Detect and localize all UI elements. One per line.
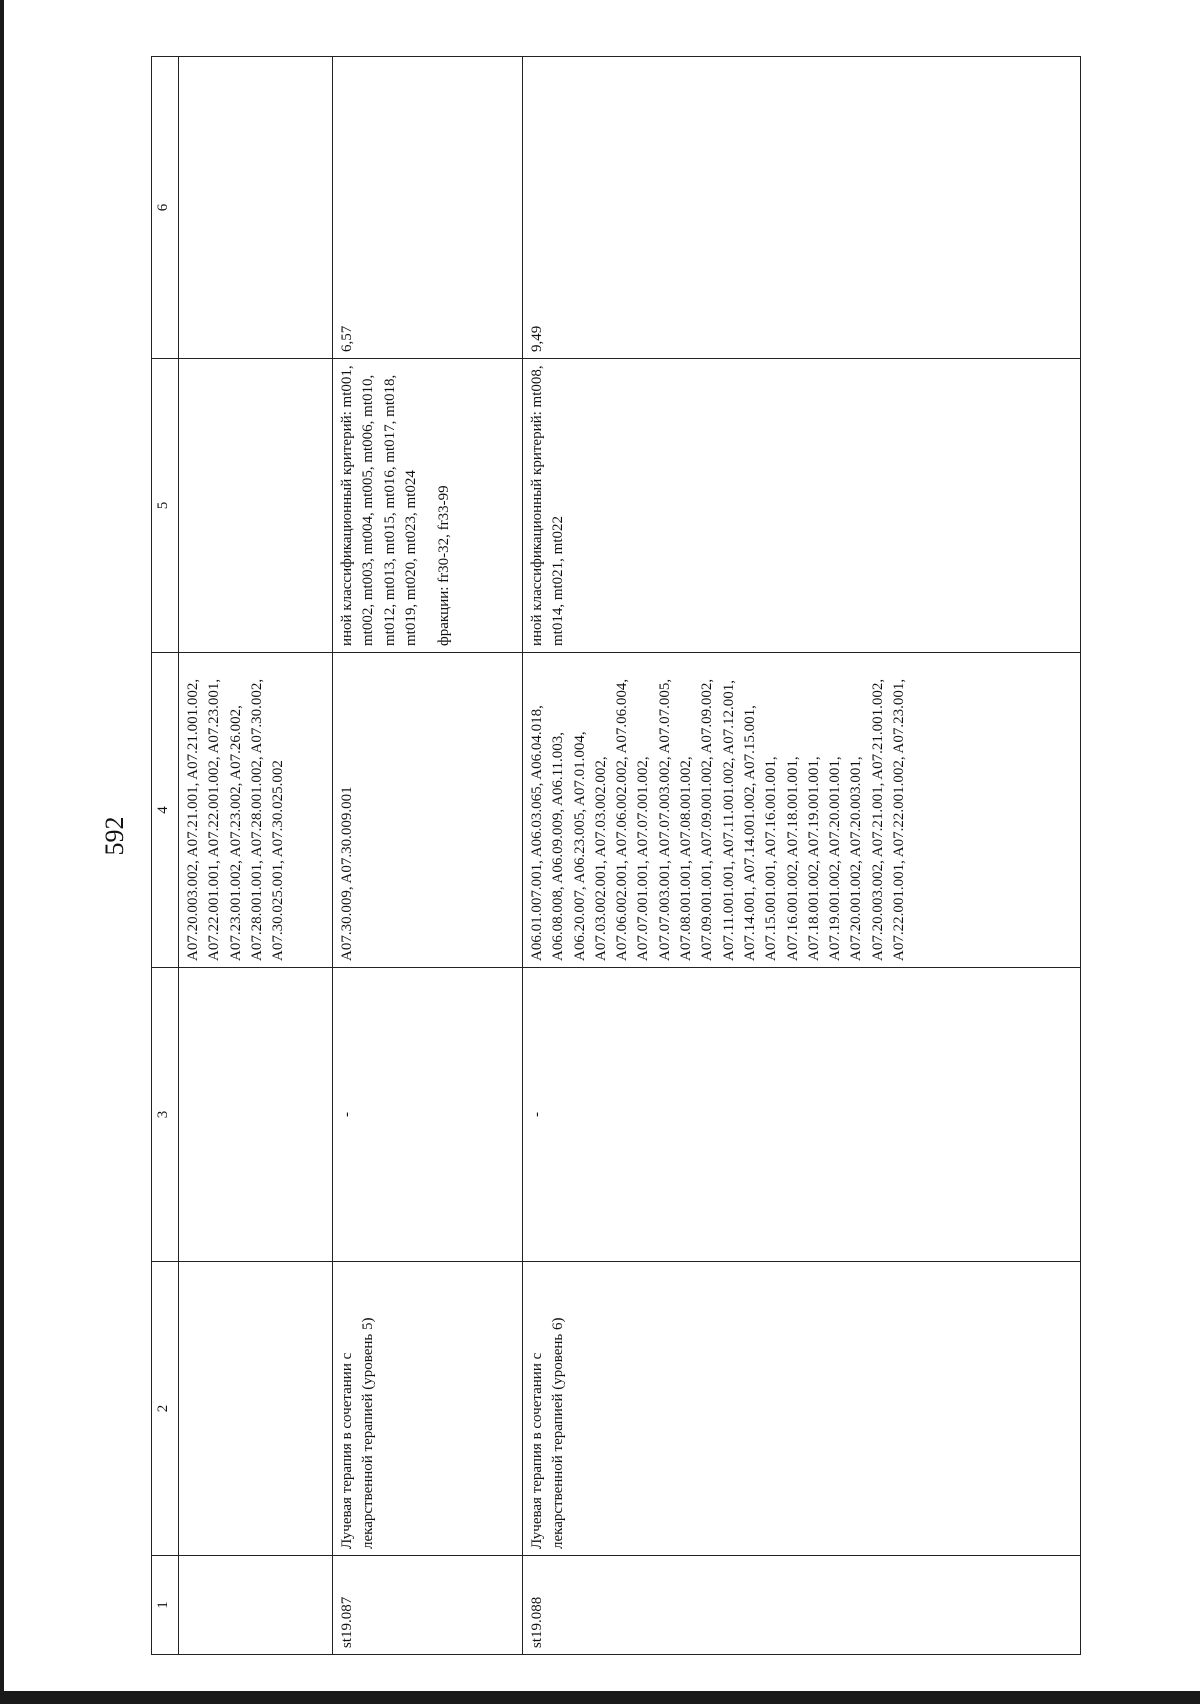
- row-coefficient: 6,57: [333, 57, 523, 359]
- row-coefficient: 9,49: [523, 57, 1081, 359]
- row-name: Лучевая терапия в сочетании с лекарственной терапией (уровень 5): [333, 1262, 523, 1556]
- row-col3: -: [523, 968, 1081, 1262]
- header-cell-5: 5: [152, 359, 179, 653]
- header-row: [152, 57, 179, 1655]
- table-row: [179, 57, 333, 1655]
- row-coefficient: [179, 57, 333, 359]
- row-criteria: иной классификационный критерий: mt008, mt014, mt021, mt022: [523, 359, 1081, 653]
- header-cell-6: 6: [152, 57, 179, 359]
- row-col3: -: [333, 968, 523, 1262]
- row-criteria-cell: [333, 359, 523, 653]
- row-code: st19.088: [523, 1556, 1081, 1655]
- row-name: [179, 1262, 333, 1556]
- row-code: st19.087: [333, 1556, 523, 1655]
- scan-edge-left: [0, 0, 4, 1704]
- row-code: [179, 1556, 333, 1655]
- row-criteria: иной классификационный критерий: mt001, mt002, mt003, mt004, mt005, mt006, mt010, mt012, mt013, mt015, mt016, mt017, mt018, mt019, mt020, mt023, mt024: [339, 365, 419, 646]
- row-name: Лучевая терапия в сочетании с лекарственной терапией (уровень 6): [523, 1262, 1081, 1556]
- page-number: 592: [100, 816, 129, 856]
- tariff-table: [151, 56, 1081, 1655]
- row-codes: A07.20.003.002, A07.21.001, A07.21.001.002, A07.22.001.001, A07.22.001.002, A07.23.001, A07.23.001.002, A07.23.002, A07.26.002, A07.28.001.001, A07.28.001.002, A07.30.002, A07.30.025.001, A07.30.025.002: [179, 653, 333, 968]
- header-cell-3: 3: [152, 968, 179, 1262]
- header-cell-2: 2: [152, 1262, 179, 1556]
- rotated-table-container: [151, 57, 1081, 1655]
- row-codes: A06.01.007.001, A06.03.065, A06.04.018, A06.08.008, A06.09.009, A06.11.003, A06.20.007, A06.23.005, A07.01.004, A07.03.002.001, A07.03.002.002, A07.06.002.001, A07.06.002.002, A07.06.004, A07.07.001.001, A07.07.001.002, A07.07.003.001, A07.07.003.002, A07.07.005, A07.08.001.001, A07.08.001.002, A07.09.001.001, A07.09.001.002, A07.09.002, A07.11.001.001, A07.11.001.002, A07.12.001, A07.14.001, A07.14.001.002, A07.15.001, A07.15.001.001, A07.16.001.001, A07.16.001.002, A07.18.001.001, A07.18.001.002, A07.19.001.001, A07.19.001.002, A07.20.001.001, A07.20.001.002, A07.20.003.001, A07.20.003.002, A07.21.001, A07.21.001.002, A07.22.001.001, A07.22.001.002, A07.23.001,: [523, 653, 1081, 968]
- scan-edge-bottom: [0, 1691, 1200, 1704]
- header-cell-1: 1: [152, 1556, 179, 1655]
- row-criteria: [179, 359, 333, 653]
- row-col3: [179, 968, 333, 1262]
- row-codes: A07.30.009, A07.30.009.001: [333, 653, 523, 968]
- header-cell-4: 4: [152, 653, 179, 968]
- table-row: [523, 57, 1081, 1655]
- table-row: [333, 57, 523, 1655]
- row-fractions: фракции: fr30-32, fr33-99: [436, 485, 453, 646]
